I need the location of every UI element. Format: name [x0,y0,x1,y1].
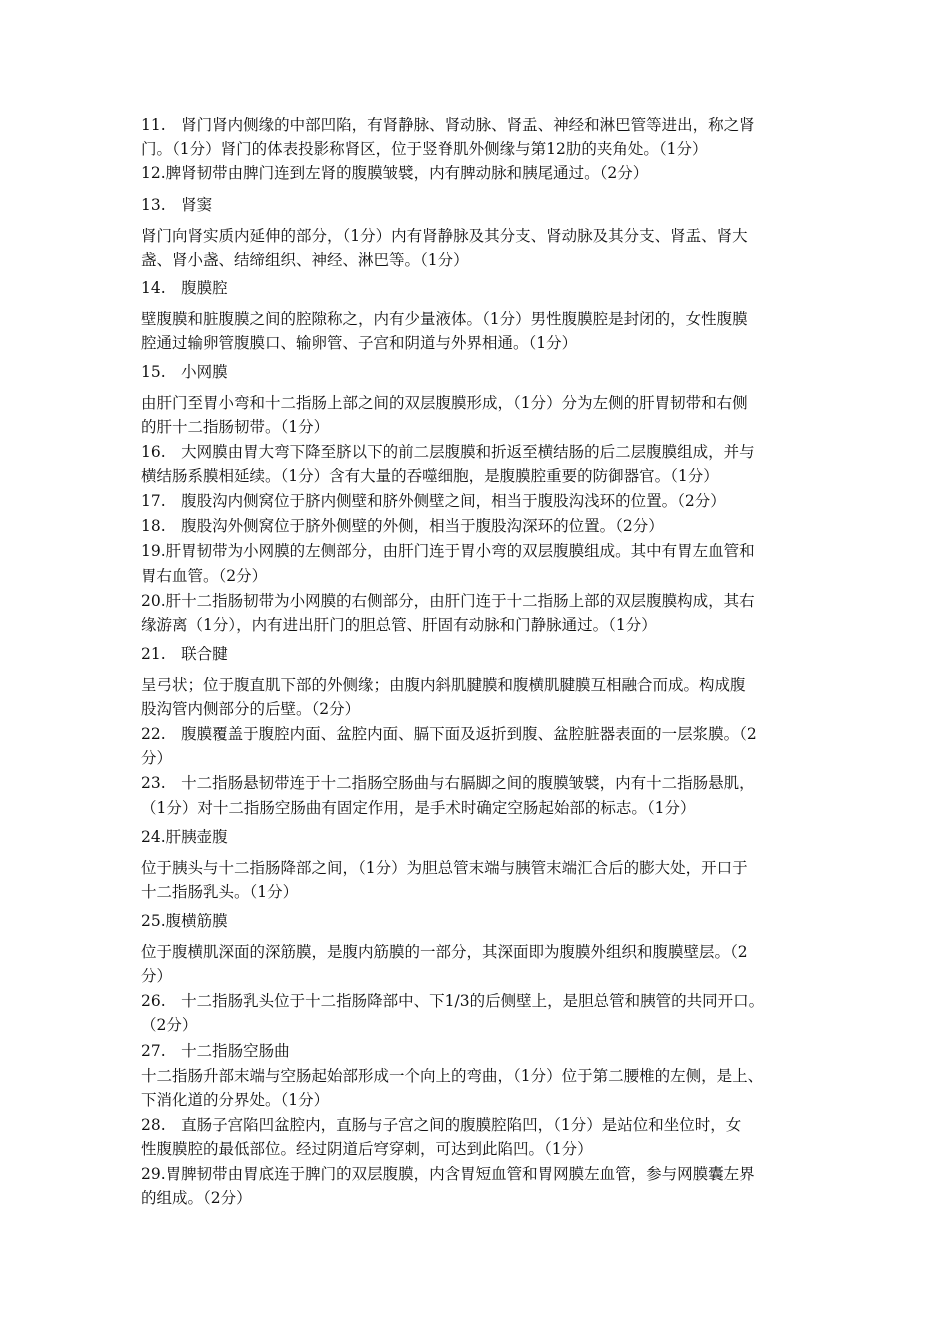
text-line: 26. 十二指肠乳头位于十二指肠降部中、下1/3的后侧壁上，是胆总管和胰管的共同开口。 [141,992,765,1010]
text-line: 的肝十二指肠韧带。（1分） [141,418,330,436]
text-line: 股沟管内侧部分的后壁。（2分） [141,700,361,718]
text-line: 24.肝胰壶腹 [141,828,228,846]
text-line: 呈弓状；位于腹直肌下部的外侧缘；由腹内斜肌腱膜和腹横肌腱膜互相融合而成。构成腹 [141,676,746,694]
text-line: 15. 小网膜 [141,363,228,381]
text-line: 18. 腹股沟外侧窝位于脐外侧壁的外侧，相当于腹股沟深环的位置。（2分） [141,517,664,535]
text-line: 20.肝十二指肠韧带为小网膜的右侧部分，由肝门连于十二指肠上部的双层腹膜构成，其右 [141,592,755,610]
text-line: 十二指肠乳头。（1分） [141,883,299,901]
text-line: （2分） [141,1016,198,1034]
text-line: 23. 十二指肠悬韧带连于十二指肠空肠曲与右膈脚之间的腹膜皱襞，内有十二指肠悬肌， [141,774,755,792]
text-line: 缘游离（1分），内有进出肝门的胆总管、肝固有动脉和门静脉通过。（1分） [141,616,657,634]
text-line: 胃右血管。（2分） [141,567,268,585]
text-line: 十二指肠升部末端与空肠起始部形成一个向上的弯曲，（1分）位于第二腰椎的左侧，是上、 [141,1067,764,1085]
text-line: 壁腹膜和脏腹膜之间的腔隙称之，内有少量液体。（1分）男性腹膜腔是封闭的，女性腹膜 [141,310,748,328]
text-line: 肾门向肾实质内延伸的部分，（1分）内有肾静脉及其分支、肾动脉及其分支、肾盂、肾大 [141,227,748,245]
text-line: 下消化道的分界处。（1分） [141,1091,330,1109]
text-line: 14. 腹膜腔 [141,279,228,297]
text-line: 位于腹横肌深面的深筋膜，是腹内筋膜的一部分，其深面即为腹膜外组织和腹膜壁层。（2 [141,943,748,961]
text-line: 17. 腹股沟内侧窝位于脐内侧壁和脐外侧壁之间，相当于腹股沟浅环的位置。（2分） [141,492,726,510]
text-line: 腔通过输卵管腹膜口、输卵管、子宫和阴道与外界相通。（1分） [141,334,578,352]
text-line: 性腹膜腔的最低部位。经过阴道后穹穿刺，可达到此陷凹。（1分） [141,1140,593,1158]
text-line: 门。（1分）肾门的体表投影称肾区，位于竖脊肌外侧缘与第12肋的夹角处。（1分） [141,140,708,158]
text-line: 22. 腹膜覆盖于腹腔内面、盆腔内面、膈下面及返折到腹、盆腔脏器表面的一层浆膜。（2 [141,725,757,743]
text-line: 27. 十二指肠空肠曲 [141,1042,290,1060]
text-line: 分） [141,749,173,767]
text-line: 13. 肾窦 [141,196,213,214]
text-line: 16. 大网膜由胃大弯下降至脐以下的前二层腹膜和折返至横结肠的后二层腹膜组成，并与 [141,443,755,461]
text-line: 11. 肾门肾内侧缘的中部凹陷，有肾静脉、肾动脉、肾盂、神经和淋巴管等进出，称之肾 [141,116,755,134]
text-line: 分） [141,967,173,985]
text-line: 19.肝胃韧带为小网膜的左侧部分，由肝门连于胃小弯的双层腹膜组成。其中有胃左血管和 [141,542,755,560]
text-line: 25.腹横筋膜 [141,912,228,930]
text-line: 29.胃脾韧带由胃底连于脾门的双层腹膜，内含胃短血管和胃网膜左血管，参与网膜囊左界 [141,1165,755,1183]
text-line: 盏、肾小盏、结缔组织、神经、淋巴等。（1分） [141,251,469,269]
text-line: 21. 联合腱 [141,645,228,663]
text-line: 横结肠系膜相延续。（1分）含有大量的吞噬细胞，是腹膜腔重要的防御器官。（1分） [141,467,719,485]
text-line: 由肝门至胃小弯和十二指肠上部之间的双层腹膜形成，（1分）分为左侧的肝胃韧带和右侧 [141,394,748,412]
text-line: 的组成。（2分） [141,1189,252,1207]
text-line: 位于胰头与十二指肠降部之间，（1分）为胆总管末端与胰管末端汇合后的膨大处，开口于 [141,859,748,877]
text-line: 12.脾肾韧带由脾门连到左肾的腹膜皱襞，内有脾动脉和胰尾通过。（2分） [141,164,649,182]
text-line: 28. 直肠子宫陷凹盆腔内，直肠与子宫之间的腹膜腔陷凹，（1分）是站位和坐位时，女 [141,1116,742,1134]
text-line: （1分）对十二指肠空肠曲有固定作用，是手术时确定空肠起始部的标志。（1分） [141,799,696,817]
